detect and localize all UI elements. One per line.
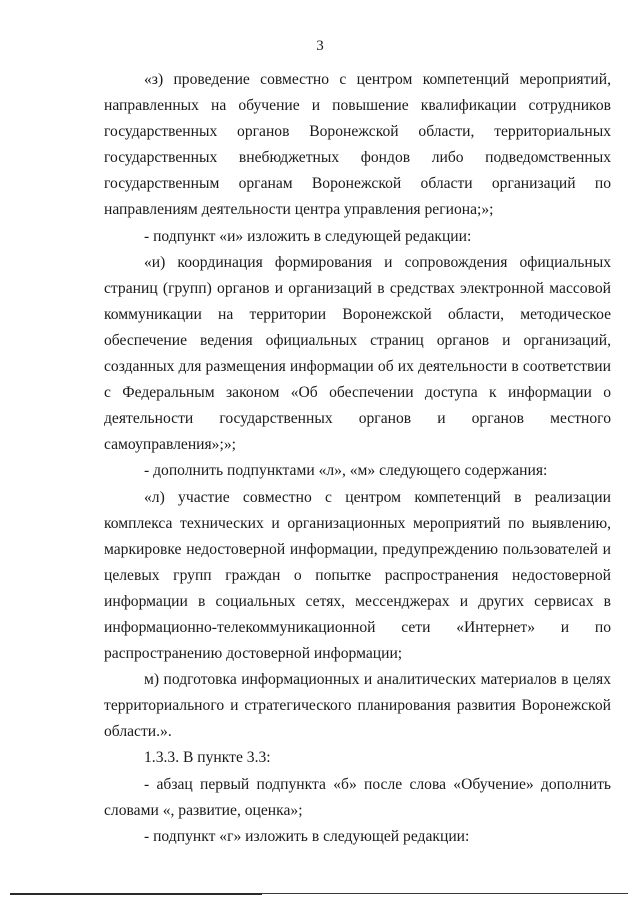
paragraph-instruction-b: - абзац первый подпункта «б» после слова «Обучение» дополнить словами «, развитие, оценка»; — [104, 775, 611, 819]
paragraph-m: м) подготовка информационных и аналитических материалов в целях территориального и стратегического планирования развития Воронежской области.». — [104, 671, 611, 741]
page-number: 3 — [316, 38, 324, 54]
paragraph-instruction-i: - подпункт «и» изложить в следующей редакции: — [144, 227, 472, 245]
document-body — [104, 67, 611, 850]
paragraph-z: «з) проведение совместно с центром компетенций мероприятий, направленных на обучение и повышение квалификации сотрудников государственных органов Воронежской области, территориальных государственных внебюджетных фондов либо подведомственных государственным органам Воронежской области организаций по направлениям деятельности центра управления региона;»; — [104, 71, 611, 219]
footer-rule-accent — [10, 893, 262, 895]
paragraph-i: «и) координация формирования и сопровождения официальных страниц (групп) органов и организаций в средствах электронной массовой коммуникации на территории Воронежской области, методическое обеспечение ведения официальных страниц органов и организаций, созданных для размещения информации об их деятельности в соответствии с Федеральным законом «Об обеспечении доступа к информации о деятельности государственных органов и органов местного самоуправления»;»; — [104, 253, 611, 454]
paragraph-l: «л) участие совместно с центром компетенций в реализации комплекса технических и организационных мероприятий по выявлению, маркировке недостоверной информации, предупреждению пользователей и целевых групп граждан о попытке распространения недостоверной информации в социальных сетях, мессенджерах и других сервисах в информационно-телекоммуникационной сети «Интернет» и по распространению достоверной информации; — [104, 488, 611, 663]
paragraph-section-1-3-3: 1.3.3. В пункте 3.3: — [144, 749, 271, 767]
paragraph-instruction-g: - подпункт «г» изложить в следующей редакции: — [144, 827, 470, 845]
paragraph-instruction-l-m: - дополнить подпунктами «л», «м» следующего содержания: — [144, 462, 548, 480]
